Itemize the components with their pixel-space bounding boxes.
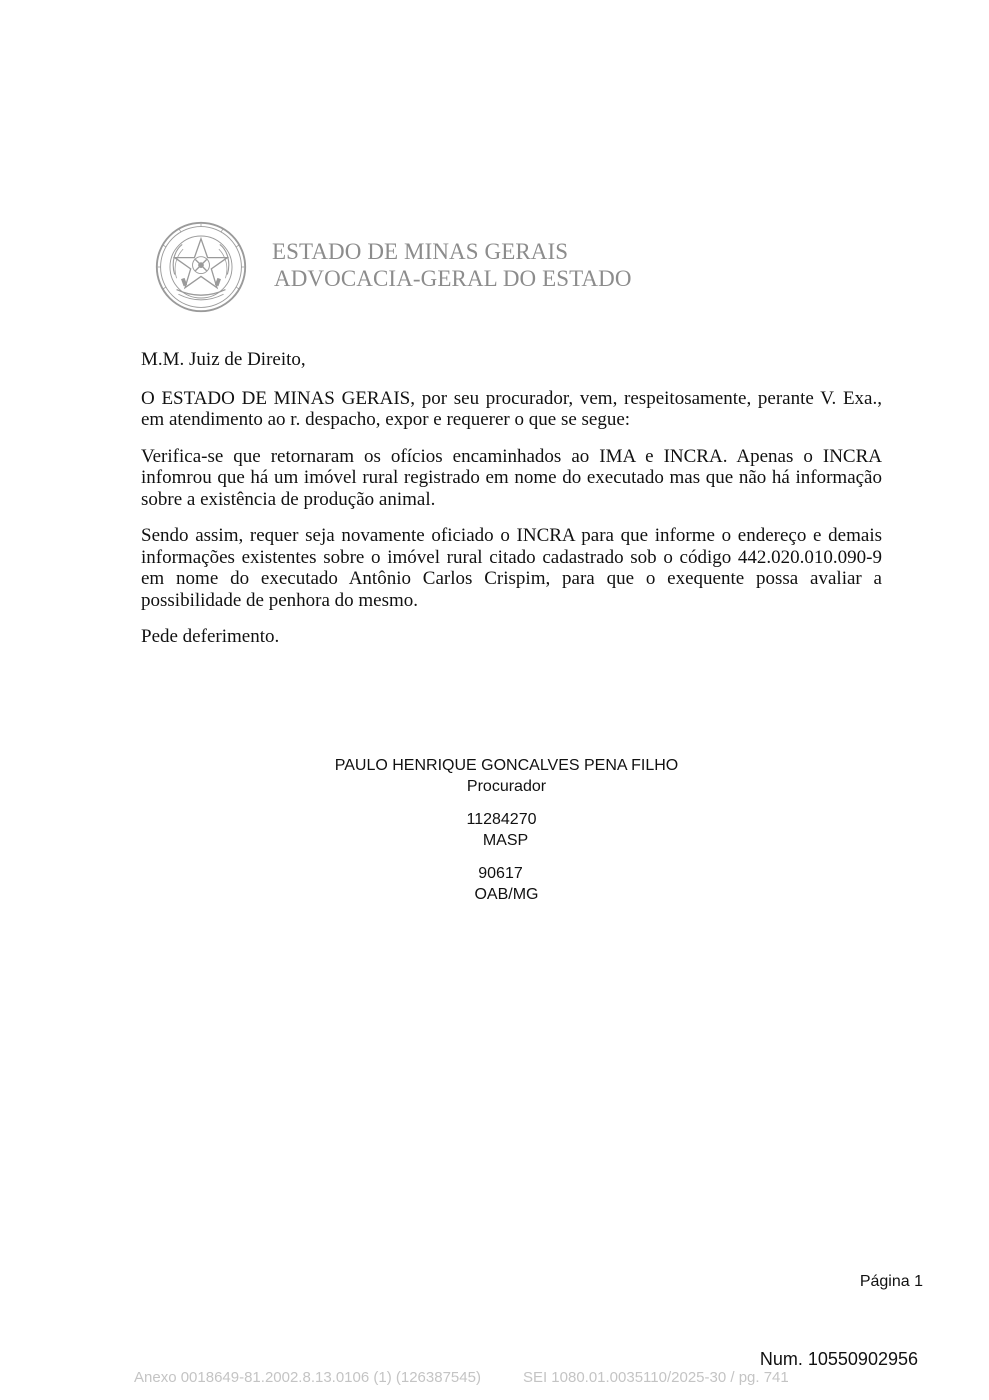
- paragraph-facts: Verifica-se que retornaram os ofícios encaminhados ao IMA e INCRA. Apenas o INCRA infomrou que há um imóvel rural registrado em nome do executado mas que não há informação sobre a existência de produção animal.: [141, 445, 882, 510]
- letterhead-agency-name: ADVOCACIA-GERAL DO ESTADO: [274, 266, 632, 291]
- coat-of-arms-seal-icon: [154, 220, 248, 314]
- page-number: Página 1: [859, 1273, 923, 1290]
- stamp-sei-reference: SEI 1080.01.0035110/2025-30 / pg. 741: [522, 1369, 789, 1386]
- masp-label: MASP: [482, 832, 529, 849]
- letterhead-state-name: ESTADO DE MINAS GERAIS: [272, 239, 569, 264]
- petition-body: [141, 349, 882, 663]
- filing-stamp: [134, 1369, 789, 1386]
- oab-label: OAB/MG: [474, 886, 539, 903]
- letterhead-text: [272, 238, 632, 292]
- masp-number: 11284270: [466, 811, 537, 828]
- paragraph-request: Sendo assim, requer seja novamente oficiado o INCRA para que informe o endereço e demais informações existentes sobre o imóvel rural citado cadastrado sob o código 442.020.010.090-9 em nome do executado Antônio Carlos Crispim, para que o exequente possa avaliar a possibilidade de penhora do mesmo.: [141, 525, 882, 611]
- paragraph-intro: O ESTADO DE MINAS GERAIS, por seu procurador, vem, respeitosamente, perante V. Exa., em atendimento ao r. despacho, expor e requerer o que se segue:: [141, 387, 882, 430]
- oab-number: 90617: [478, 865, 523, 882]
- signature-block: [0, 755, 989, 905]
- letterhead: [154, 218, 674, 318]
- document-number: Num. 10550902956: [759, 1349, 918, 1369]
- signatory-role: Procurador: [466, 778, 547, 795]
- closing: Pede deferimento.: [141, 626, 280, 647]
- signatory-name: PAULO HENRIQUE GONCALVES PENA FILHO: [334, 757, 679, 774]
- salutation: M.M. Juiz de Direito,: [141, 349, 306, 370]
- stamp-annex-reference: Anexo 0018649-81.2002.8.13.0106 (1) (126387545): [134, 1369, 481, 1386]
